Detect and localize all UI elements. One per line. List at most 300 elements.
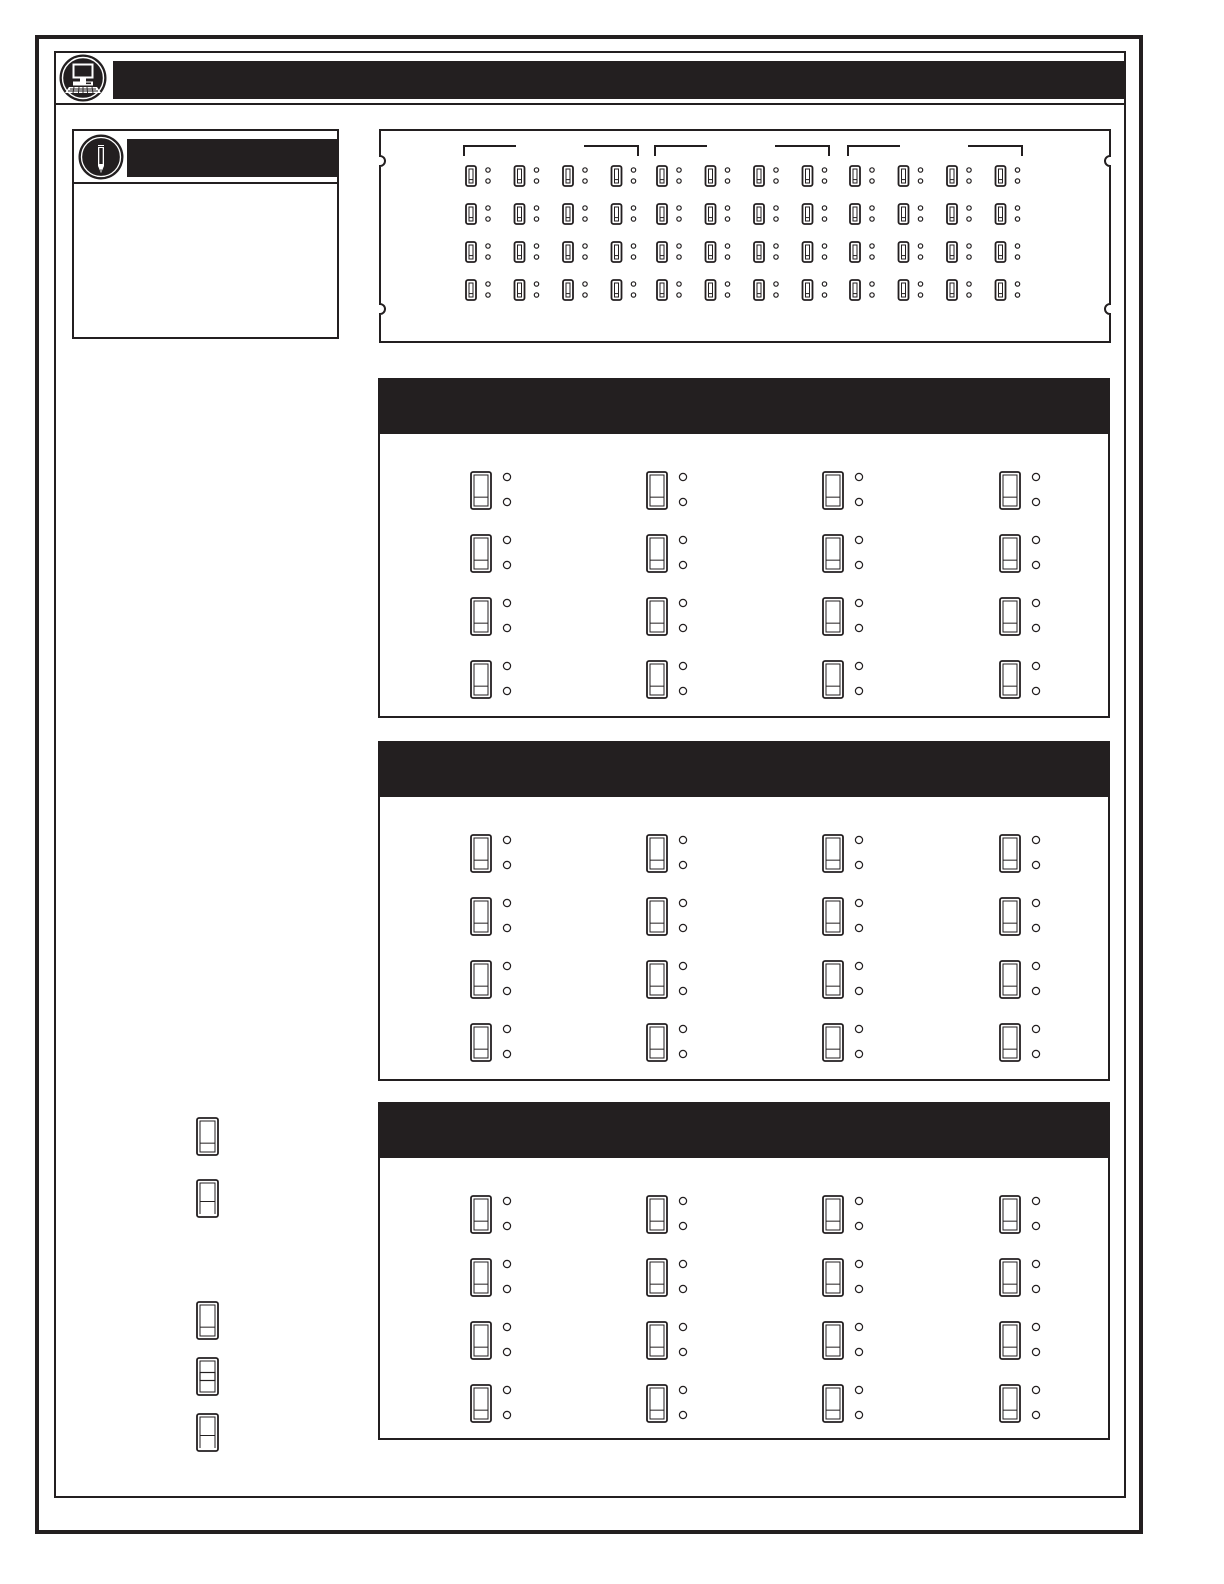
chassis-led [725, 168, 729, 172]
detail-led-upper [503, 1386, 510, 1393]
detail-switch[interactable] [823, 1024, 843, 1061]
chassis-outline [380, 130, 1110, 342]
chassis-led [583, 282, 587, 286]
detail-led-lower [503, 687, 510, 694]
chassis-led [725, 255, 729, 259]
chassis-led [534, 179, 538, 183]
detail-led-upper [503, 836, 510, 843]
legend-switch-middle[interactable] [197, 1358, 218, 1395]
detail-switch[interactable] [471, 661, 491, 698]
pencil-icon [77, 133, 125, 181]
chassis-led [967, 179, 971, 183]
detail-led-upper [855, 1323, 862, 1330]
chassis-panel [378, 128, 1112, 344]
chassis-led [631, 282, 635, 286]
detail-switch[interactable] [1000, 898, 1020, 935]
detail-switch[interactable] [823, 1322, 843, 1359]
chassis-led [486, 206, 490, 210]
chassis-port-switch[interactable] [466, 242, 476, 262]
chassis-led [583, 168, 587, 172]
detail-led-upper [1032, 1197, 1039, 1204]
chassis-led [822, 206, 826, 210]
detail-led-upper [855, 1386, 862, 1393]
detail-led-lower [503, 624, 510, 631]
chassis-led [967, 282, 971, 286]
chassis-led [631, 168, 635, 172]
detail-switch[interactable] [647, 961, 667, 998]
detail-led-upper [679, 1323, 686, 1330]
detail-switch[interactable] [823, 898, 843, 935]
chassis-port-switch[interactable] [947, 242, 957, 262]
detail-led-upper [855, 962, 862, 969]
detail-led-lower [679, 1411, 686, 1418]
chassis-led [583, 244, 587, 248]
detail-switch[interactable] [647, 661, 667, 698]
detail-led-upper [1032, 1025, 1039, 1032]
detail-led-upper [679, 1197, 686, 1204]
detail-switch[interactable] [647, 898, 667, 935]
detail-led-upper [679, 1025, 686, 1032]
detail-led-lower [679, 624, 686, 631]
chassis-port-switch[interactable] [996, 242, 1006, 262]
chassis-led [918, 168, 922, 172]
chassis-port-switch[interactable] [803, 166, 813, 186]
detail-led-upper [855, 1197, 862, 1204]
chassis-led [918, 179, 922, 183]
detail-switch[interactable] [471, 1322, 491, 1359]
chassis-port-switch[interactable] [899, 280, 909, 300]
chassis-led [677, 282, 681, 286]
detail-led-upper [503, 599, 510, 606]
detail-led-lower [855, 1411, 862, 1418]
detail-led-lower [855, 561, 862, 568]
chassis-led [967, 217, 971, 221]
detail-led-lower [855, 624, 862, 631]
chassis-led [1015, 282, 1019, 286]
detail-panel-2-title [380, 743, 1108, 797]
chassis-port-switch[interactable] [515, 166, 525, 186]
chassis-led [725, 282, 729, 286]
detail-led-upper [503, 1323, 510, 1330]
detail-switch[interactable] [471, 598, 491, 635]
detail-led-lower [1032, 687, 1039, 694]
chassis-led [967, 293, 971, 297]
detail-led-lower [855, 498, 862, 505]
detail-switch[interactable] [823, 1385, 843, 1422]
chassis-port-switch[interactable] [754, 242, 764, 262]
chassis-port-switch[interactable] [706, 204, 716, 224]
chassis-led [486, 282, 490, 286]
detail-led-lower [1032, 861, 1039, 868]
detail-led-lower [503, 1348, 510, 1355]
chassis-led [631, 293, 635, 297]
chassis-led [631, 217, 635, 221]
chassis-port-switch[interactable] [754, 166, 764, 186]
detail-led-upper [855, 662, 862, 669]
chassis-port-switch[interactable] [563, 242, 573, 262]
detail-led-upper [1032, 836, 1039, 843]
chassis-port-switch[interactable] [996, 280, 1006, 300]
chassis-led [870, 244, 874, 248]
detail-led-lower [503, 561, 510, 568]
detail-led-upper [503, 1025, 510, 1032]
chassis-led [870, 206, 874, 210]
detail-led-lower [1032, 1285, 1039, 1292]
detail-led-lower [679, 1050, 686, 1057]
detail-panel-3-title [380, 1104, 1108, 1158]
detail-led-lower [855, 1285, 862, 1292]
chassis-port-switch[interactable] [803, 204, 813, 224]
detail-switch[interactable] [1000, 961, 1020, 998]
detail-led-lower [679, 498, 686, 505]
detail-switch[interactable] [647, 1196, 667, 1233]
detail-led-upper [1032, 1323, 1039, 1330]
chassis-led [918, 217, 922, 221]
detail-switch[interactable] [1000, 598, 1020, 635]
detail-led-upper [679, 599, 686, 606]
chassis-led [870, 179, 874, 183]
detail-switch[interactable] [1000, 661, 1020, 698]
chassis-port-switch[interactable] [706, 242, 716, 262]
detail-panel-1 [378, 378, 1110, 718]
chassis-port-switch[interactable] [657, 242, 667, 262]
detail-led-upper [679, 662, 686, 669]
detail-led-upper [855, 899, 862, 906]
detail-led-upper [1032, 1386, 1039, 1393]
detail-led-lower [503, 1222, 510, 1229]
chassis-led [774, 217, 778, 221]
detail-led-lower [855, 687, 862, 694]
detail-led-upper [1032, 662, 1039, 669]
detail-led-lower [503, 1285, 510, 1292]
detail-led-lower [679, 861, 686, 868]
detail-led-lower [503, 987, 510, 994]
detail-switch[interactable] [1000, 835, 1020, 872]
detail-led-upper [1032, 473, 1039, 480]
detail-led-upper [679, 1386, 686, 1393]
chassis-led [725, 217, 729, 221]
chassis-port-switch[interactable] [612, 204, 622, 224]
chassis-port-switch[interactable] [563, 280, 573, 300]
detail-led-upper [503, 662, 510, 669]
chassis-led [725, 206, 729, 210]
chassis-port-switch[interactable] [612, 166, 622, 186]
note-title-bar [127, 139, 338, 177]
detail-led-upper [1032, 962, 1039, 969]
detail-led-lower [1032, 561, 1039, 568]
detail-led-upper [679, 962, 686, 969]
chassis-led [583, 217, 587, 221]
detail-switch[interactable] [647, 472, 667, 509]
detail-led-upper [855, 536, 862, 543]
chassis-port-switch[interactable] [706, 166, 716, 186]
note-rule [74, 182, 338, 184]
detail-switch[interactable] [471, 535, 491, 572]
detail-led-lower [679, 561, 686, 568]
chassis-led [534, 255, 538, 259]
chassis-port-switch[interactable] [563, 166, 573, 186]
chassis-led [774, 255, 778, 259]
chassis-port-switch[interactable] [850, 204, 860, 224]
chassis-led [870, 217, 874, 221]
detail-led-lower [503, 1050, 510, 1057]
detail-led-upper [679, 899, 686, 906]
detail-led-lower [1032, 1348, 1039, 1355]
chassis-port-switch[interactable] [515, 280, 525, 300]
chassis-led [725, 179, 729, 183]
chassis-led [967, 255, 971, 259]
chassis-led [918, 244, 922, 248]
detail-led-lower [679, 1285, 686, 1292]
chassis-led [774, 282, 778, 286]
chassis-port-switch[interactable] [563, 204, 573, 224]
chassis-port-switch[interactable] [899, 242, 909, 262]
chassis-led [486, 217, 490, 221]
detail-switch[interactable] [471, 1024, 491, 1061]
detail-led-upper [503, 536, 510, 543]
detail-switch[interactable] [471, 898, 491, 935]
detail-switch[interactable] [471, 472, 491, 509]
legend-switch-off[interactable] [197, 1118, 218, 1155]
chassis-led [1015, 217, 1019, 221]
detail-led-upper [503, 962, 510, 969]
chassis-led [822, 244, 826, 248]
detail-panel-1-title [380, 380, 1108, 434]
chassis-port-switch[interactable] [850, 280, 860, 300]
detail-led-lower [503, 498, 510, 505]
chassis-led [486, 244, 490, 248]
detail-switch[interactable] [823, 1259, 843, 1296]
detail-switch[interactable] [1000, 472, 1020, 509]
detail-switch[interactable] [823, 472, 843, 509]
chassis-port-switch[interactable] [850, 166, 860, 186]
chassis-port-switch[interactable] [850, 242, 860, 262]
chassis-led [822, 217, 826, 221]
chassis-led [822, 282, 826, 286]
note-text [86, 196, 326, 326]
chassis-port-switch[interactable] [754, 280, 764, 300]
detail-switch[interactable] [1000, 1196, 1020, 1233]
chassis-led [967, 244, 971, 248]
detail-led-upper [1032, 599, 1039, 606]
chassis-led [486, 168, 490, 172]
chassis-port-switch[interactable] [612, 280, 622, 300]
chassis-led [583, 255, 587, 259]
detail-led-lower [679, 987, 686, 994]
detail-led-lower [1032, 924, 1039, 931]
legend-switch-off[interactable] [197, 1302, 218, 1339]
title-rule [56, 103, 1125, 105]
chassis-port-switch[interactable] [899, 204, 909, 224]
chassis-led [534, 293, 538, 297]
detail-switch[interactable] [1000, 1322, 1020, 1359]
chassis-port-switch[interactable] [515, 242, 525, 262]
chassis-port-switch[interactable] [466, 280, 476, 300]
detail-led-lower [1032, 498, 1039, 505]
detail-panel-2 [378, 741, 1110, 1081]
chassis-led [583, 293, 587, 297]
switch-legend [185, 1110, 235, 1460]
chassis-port-switch[interactable] [803, 280, 813, 300]
chassis-led [583, 179, 587, 183]
chassis-port-switch[interactable] [466, 166, 476, 186]
chassis-led [1015, 206, 1019, 210]
chassis-led [774, 206, 778, 210]
detail-led-lower [1032, 624, 1039, 631]
detail-led-lower [855, 1222, 862, 1229]
chassis-port-switch[interactable] [706, 280, 716, 300]
computer-icon [58, 53, 108, 103]
detail-led-lower [855, 1348, 862, 1355]
chassis-port-switch[interactable] [803, 242, 813, 262]
detail-led-lower [855, 924, 862, 931]
chassis-led [677, 217, 681, 221]
chassis-led [631, 206, 635, 210]
chassis-port-switch[interactable] [466, 204, 476, 224]
detail-led-upper [679, 473, 686, 480]
detail-switch[interactable] [1000, 1259, 1020, 1296]
chassis-led [1015, 168, 1019, 172]
detail-led-upper [855, 836, 862, 843]
chassis-led [822, 168, 826, 172]
chassis-led [774, 293, 778, 297]
chassis-port-switch[interactable] [947, 204, 957, 224]
detail-switch[interactable] [647, 1259, 667, 1296]
chassis-led [774, 244, 778, 248]
chassis-led [725, 293, 729, 297]
detail-led-lower [679, 1222, 686, 1229]
detail-led-upper [1032, 1260, 1039, 1267]
detail-led-upper [1032, 536, 1039, 543]
detail-led-upper [855, 599, 862, 606]
chassis-port-switch[interactable] [515, 204, 525, 224]
detail-switch[interactable] [823, 835, 843, 872]
detail-switch[interactable] [823, 598, 843, 635]
detail-led-upper [503, 1260, 510, 1267]
chassis-led [870, 293, 874, 297]
detail-switch[interactable] [647, 535, 667, 572]
chassis-port-switch[interactable] [947, 280, 957, 300]
chassis-led [677, 206, 681, 210]
detail-switch[interactable] [471, 1385, 491, 1422]
chassis-led [534, 168, 538, 172]
legend-switch-on[interactable] [197, 1180, 218, 1217]
detail-led-upper [503, 473, 510, 480]
chassis-led [967, 206, 971, 210]
chassis-led [967, 168, 971, 172]
detail-switch[interactable] [823, 961, 843, 998]
chassis-led [918, 206, 922, 210]
chassis-led [1015, 255, 1019, 259]
detail-switch[interactable] [471, 1196, 491, 1233]
chassis-led [870, 255, 874, 259]
detail-led-lower [1032, 1222, 1039, 1229]
detail-switch[interactable] [823, 661, 843, 698]
chassis-port-switch[interactable] [657, 166, 667, 186]
detail-led-upper [679, 536, 686, 543]
page-title-bar [113, 61, 1126, 99]
detail-led-lower [855, 987, 862, 994]
chassis-port-switch[interactable] [996, 204, 1006, 224]
chassis-led [583, 206, 587, 210]
detail-led-upper [679, 1260, 686, 1267]
detail-switch[interactable] [1000, 535, 1020, 572]
chassis-led [534, 217, 538, 221]
chassis-led [677, 244, 681, 248]
detail-switch[interactable] [647, 835, 667, 872]
detail-led-lower [503, 861, 510, 868]
legend-switch-on[interactable] [197, 1414, 218, 1451]
chassis-port-switch[interactable] [899, 166, 909, 186]
chassis-port-switch[interactable] [754, 204, 764, 224]
detail-led-lower [1032, 1050, 1039, 1057]
chassis-port-switch[interactable] [996, 166, 1006, 186]
detail-led-upper [503, 899, 510, 906]
detail-led-lower [679, 687, 686, 694]
detail-switch[interactable] [471, 961, 491, 998]
detail-switch[interactable] [647, 1322, 667, 1359]
detail-switch[interactable] [1000, 1024, 1020, 1061]
detail-switch[interactable] [1000, 1385, 1020, 1422]
chassis-led [486, 255, 490, 259]
detail-switch[interactable] [647, 598, 667, 635]
chassis-led [725, 244, 729, 248]
chassis-led [1015, 244, 1019, 248]
chassis-port-switch[interactable] [657, 204, 667, 224]
chassis-led [822, 255, 826, 259]
chassis-led [822, 293, 826, 297]
chassis-led [486, 179, 490, 183]
detail-panel-3-switches [380, 1158, 1108, 1454]
chassis-led [631, 255, 635, 259]
detail-led-upper [679, 836, 686, 843]
detail-led-lower [503, 924, 510, 931]
chassis-led [677, 293, 681, 297]
chassis-led [677, 179, 681, 183]
chassis-led [774, 179, 778, 183]
chassis-led [677, 255, 681, 259]
detail-switch[interactable] [647, 1385, 667, 1422]
chassis-port-switch[interactable] [947, 166, 957, 186]
chassis-led [1015, 293, 1019, 297]
chassis-led [822, 179, 826, 183]
detail-led-lower [855, 861, 862, 868]
chassis-led [918, 293, 922, 297]
detail-led-upper [855, 1260, 862, 1267]
detail-panel-1-switches [380, 434, 1108, 732]
detail-switch[interactable] [647, 1024, 667, 1061]
detail-led-lower [679, 1348, 686, 1355]
detail-switch[interactable] [823, 1196, 843, 1233]
chassis-led [631, 244, 635, 248]
detail-panel-3 [378, 1102, 1110, 1440]
detail-led-upper [503, 1197, 510, 1204]
chassis-led [677, 168, 681, 172]
detail-switch[interactable] [471, 835, 491, 872]
detail-led-lower [855, 1050, 862, 1057]
detail-led-upper [855, 1025, 862, 1032]
detail-led-upper [855, 473, 862, 480]
chassis-led [870, 282, 874, 286]
chassis-port-switch[interactable] [612, 242, 622, 262]
detail-switch[interactable] [471, 1259, 491, 1296]
detail-led-lower [679, 924, 686, 931]
detail-led-lower [1032, 1411, 1039, 1418]
detail-switch[interactable] [823, 535, 843, 572]
chassis-port-switch[interactable] [657, 280, 667, 300]
chassis-led [1015, 179, 1019, 183]
detail-panel-2-switches [380, 797, 1108, 1095]
